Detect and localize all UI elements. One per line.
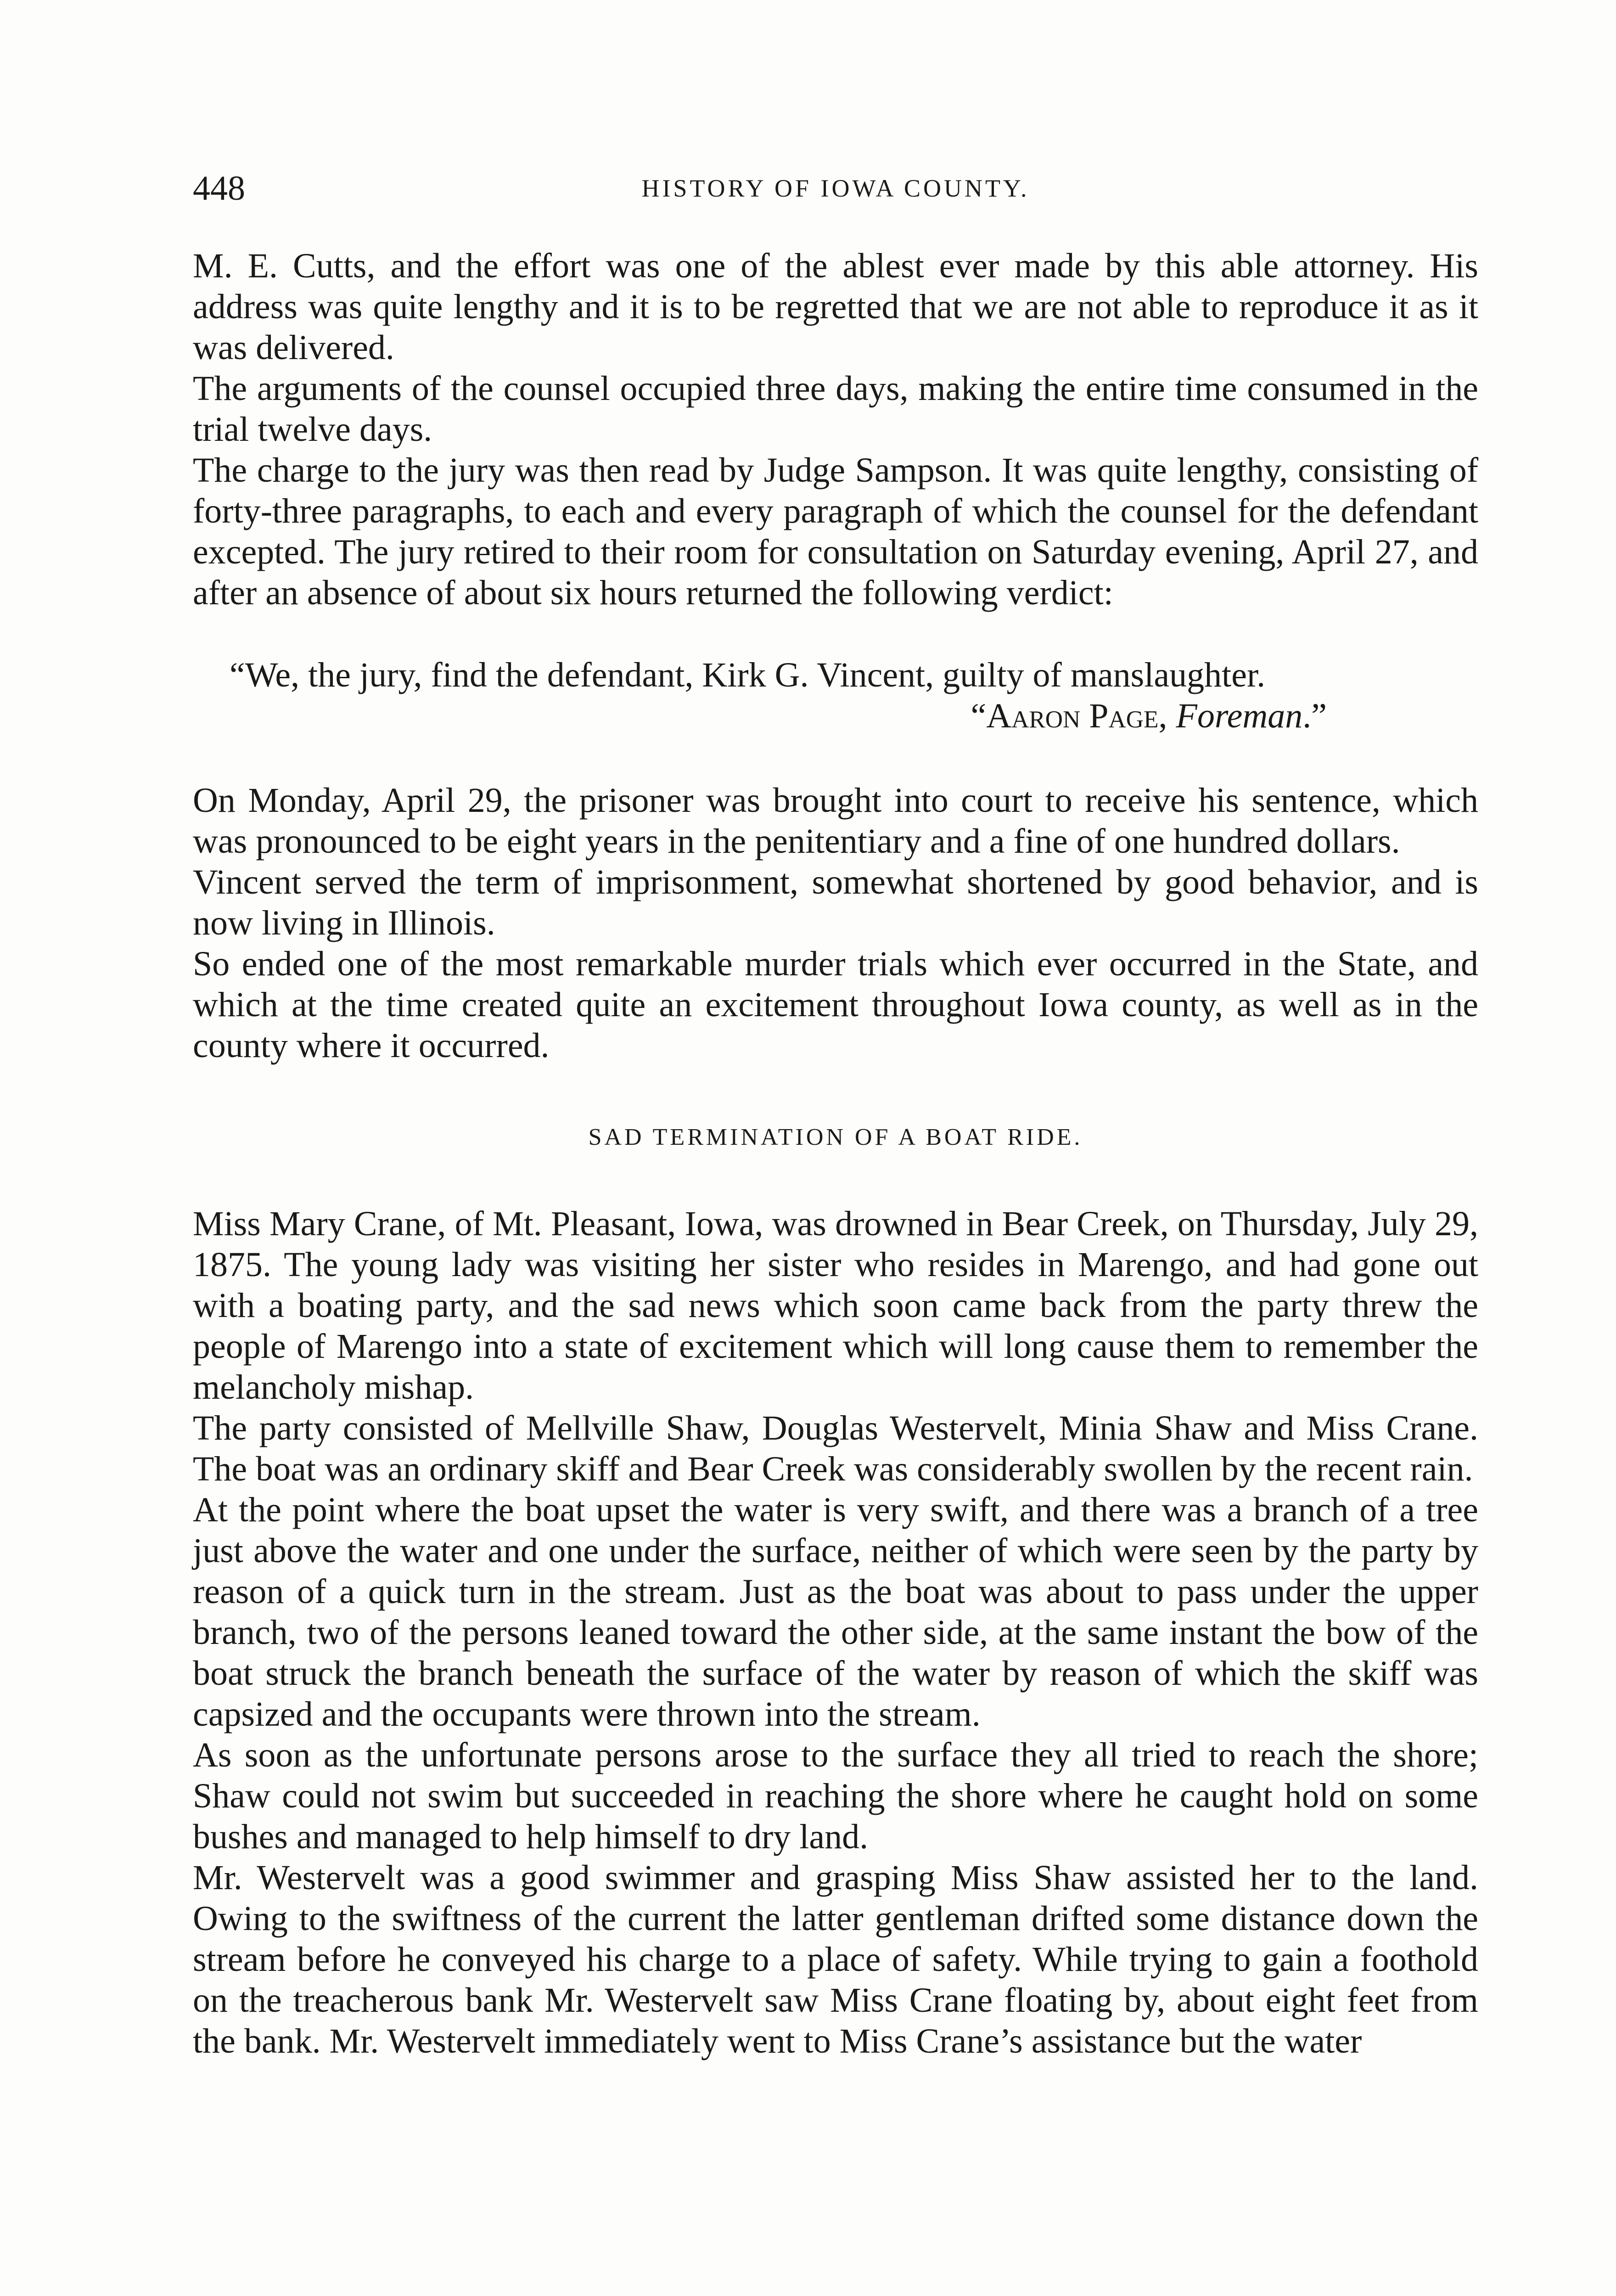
page-header: [193, 165, 1478, 211]
running-title: HISTORY OF IOWA COUNTY.: [641, 174, 1030, 202]
page-number: 448: [193, 169, 245, 208]
paragraph-trial-end: So ended one of the most remarkable murder trials which ever occurred in the State, and which at the time created quite an excitement throughout Iowa county, as well as in the county where it occurred.: [193, 945, 1478, 1065]
paragraph-imprisonment: Vincent served the term of imprisonment, somewhat shortened by good behavior, and is now living in Illinois.: [193, 863, 1478, 942]
verdict-signature: [193, 696, 1478, 737]
paragraph-crane-drowned: Miss Mary Crane, of Mt. Pleasant, Iowa, was drowned in Bear Creek, on Thursday, July 29, 1875. The young lady was visiting her sister who resides in Marengo, and had gone out with a boating party, and the sad news which soon came back from the party threw the people of Marengo into a state of excitement which will long cause them to remember the melancholy mishap.: [193, 1204, 1478, 1407]
signature-open-quote: “: [971, 697, 987, 735]
paragraph-cutts-address: M. E. Cutts, and the effort was one of the ablest ever made by this able attorney. His address was quite lengthy and it is to be regretted that we are not able to reproduce it as it was delivered.: [193, 247, 1478, 367]
body-text: [193, 246, 1478, 2062]
paragraph-sentence: On Monday, April 29, the prisoner was brought into court to receive his sentence, which was pronounced to be eight years in the penitentiary and a fine of one hundred dollars.: [193, 781, 1478, 861]
paragraph-boat-upset: At the point where the boat upset the water is very swift, and there was a branch of a tree just above the water and one under the surface, neither of which were seen by the party by reason of a quick turn in the stream. Just as the boat was about to pass under the upper branch, two of the persons leaned toward the other side, at the same instant the bow of the boat struck the branch beneath the surface of the water by reason of which the skiff was capsized and the occupants were thrown into the stream.: [193, 1491, 1478, 1733]
paragraph-jury-charge: The charge to the jury was then read by Judge Sampson. It was quite lengthy, consisting of forty-three paragraphs, to each and every paragraph of which the counsel for the defendant excepted. The jury retired to their room for consultation on Saturday evening, April 27, and after an absence of about six hours returned the following verdict:: [193, 451, 1478, 612]
paragraph-westervelt: Mr. Westervelt was a good swimmer and grasping Miss Shaw assisted her to the land. Owing to the swiftness of the current the latter gentleman drifted some distance down the stream before he conveyed his charge to a place of safety. While trying to gain a foothold on the treacherous bank Mr. Westervelt saw Miss Crane floating by, about eight feet from the bank. Mr. Westervelt immediately went to Miss Crane’s assistance but the water: [193, 1858, 1478, 2060]
paragraph-reach-shore: As soon as the unfortunate persons arose to the surface they all tried to reach the shore; Shaw could not swim but succeeded in reaching the shore where he caught hold on some bushes and managed to help himself to dry land.: [193, 1736, 1478, 1856]
foreman-title: Foreman: [1176, 697, 1303, 735]
foreman-name: Aaron Page: [986, 697, 1159, 735]
signature-close-quote: .”: [1302, 697, 1327, 735]
signature-separator: ,: [1158, 697, 1176, 735]
paragraph-arguments: The arguments of the counsel occupied three days, making the entire time consumed in the trial twelve days.: [193, 369, 1478, 449]
verdict-quote: “We, the jury, find the defendant, Kirk G. Vincent, guilty of manslaughter.: [230, 656, 1266, 694]
paragraph-party-members: The party consisted of Mellville Shaw, Douglas Westervelt, Minia Shaw and Miss Crane. The boat was an ordinary skiff and Bear Creek was considerably swollen by the recent rain.: [193, 1409, 1478, 1488]
section-heading: SAD TERMINATION OF A BOAT RIDE.: [588, 1124, 1083, 1150]
